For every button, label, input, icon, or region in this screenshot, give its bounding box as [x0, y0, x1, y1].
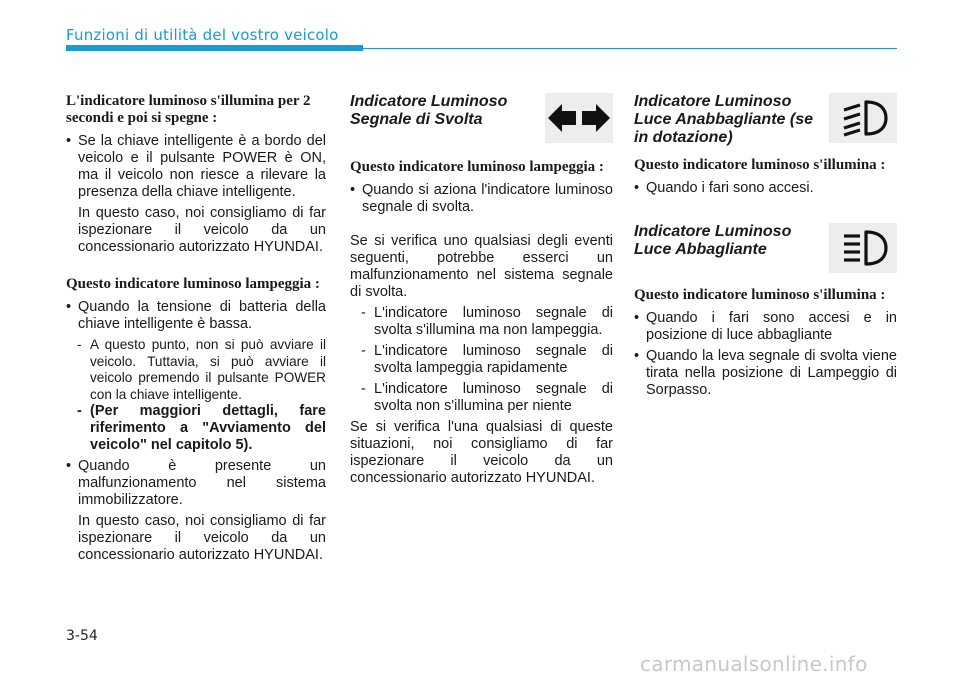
page-number: 3-54 [66, 628, 98, 644]
header-accent-bar [66, 45, 363, 51]
bullet-chiave-non-rilevata: • Se la chiave intelligente è a bordo del veicolo e il pulsante POWER è ON, ma il veicolo non riesce a rilevare la presenza della chiave intelligente. [66, 133, 326, 201]
title-luce-abbagliante: Indicatore Luminoso Luce Abbagliante [634, 223, 792, 258]
low-beam-icon-box [829, 93, 897, 143]
low-beam-icon [838, 99, 888, 137]
dash-non-illumina: - L'indicatore luminoso segnale di svolta non s'illumina per niente [350, 381, 613, 415]
bullet-batteria-bassa: • Quando la tensione di batteria della chiave intelligente è bassa. [66, 299, 326, 333]
malfunction-paragraph: Se si verifica uno qualsiasi degli eventi seguenti, potrebbe esserci un malfunzionamento nel sistema segnale di svolta. [350, 233, 613, 300]
advice-paragraph: Se si verifica l'una qualsiasi di queste situazioni, noi consigliamo di far ispezionare il veicolo da un concessionario autorizzato HYUNDAI. [350, 419, 613, 486]
bullet-luce-abbagliante: • Quando i fari sono accesi e in posizione di luce abbagliante [634, 310, 897, 344]
advice-paragraph-2: In questo caso, noi consigliamo di far ispezionare il veicolo da un concessionario autorizzato HYUNDAI. [78, 513, 326, 563]
high-beam-icon [838, 229, 888, 267]
title-luce-anabbagliante: Indicatore Luminoso Luce Anabbagliante (se in dotazione) [634, 93, 813, 146]
turn-signal-icon-box [545, 93, 613, 143]
column-1 [66, 93, 326, 564]
section-title: Funzioni di utilità del vostro veicolo [66, 26, 339, 44]
watermark: carmanualsonline.info [640, 652, 868, 676]
subheading-illumina-2: Questo indicatore luminoso s'illumina : [634, 287, 886, 303]
advice-paragraph: In questo caso, noi consigliamo di far ispezionare il veicolo da un concessionario autorizzato HYUNDAI. [78, 205, 326, 255]
bullet-fari-accesi: • Quando i fari sono accesi. [634, 180, 897, 197]
header-rule [363, 48, 897, 49]
subheading-lampeggia: Questo indicatore luminoso lampeggia : [350, 159, 604, 175]
high-beam-icon-box [829, 223, 897, 273]
column-2 [350, 93, 613, 487]
turn-signal-arrows-icon [548, 103, 610, 133]
column-3 [634, 93, 897, 399]
dash-avvio-veicolo: - A questo punto, non si può avviare il veicolo. Tuttavia, si può avviare il veicolo premendo il pulsante POWER con la chiave intelligente. [66, 337, 326, 403]
subheading-illumina-2-secondi: L'indicatore luminoso s'illumina per 2 secondi e poi si spegne : [66, 93, 311, 126]
subheading-illumina: Questo indicatore luminoso s'illumina : [634, 157, 886, 173]
title-segnale-di-svolta: Indicatore Luminoso Segnale di Svolta [350, 93, 508, 128]
bullet-immobilizzatore: • Quando è presente un malfunzionamento nel sistema immobilizzatore. [66, 458, 326, 509]
dash-non-lampeggia: - L'indicatore luminoso segnale di svolta s'illumina ma non lampeggia. [350, 305, 613, 339]
dash-lampeggia-rapidamente: - L'indicatore luminoso segnale di svolta lampeggia rapidamente [350, 343, 613, 377]
bullet-lampeggio-sorpasso: • Quando la leva segnale di svolta viene tirata nella posizione di Lampeggio di Sorpasso. [634, 348, 897, 399]
reference-note: - (Per maggiori dettagli, fare riferimento a "Avviamento del veicolo" nel capitolo 5). [66, 403, 326, 454]
bullet-aziona-indicatore: • Quando si aziona l'indicatore luminoso segnale di svolta. [350, 182, 613, 216]
subheading-lampeggia: Questo indicatore luminoso lampeggia : [66, 276, 320, 292]
